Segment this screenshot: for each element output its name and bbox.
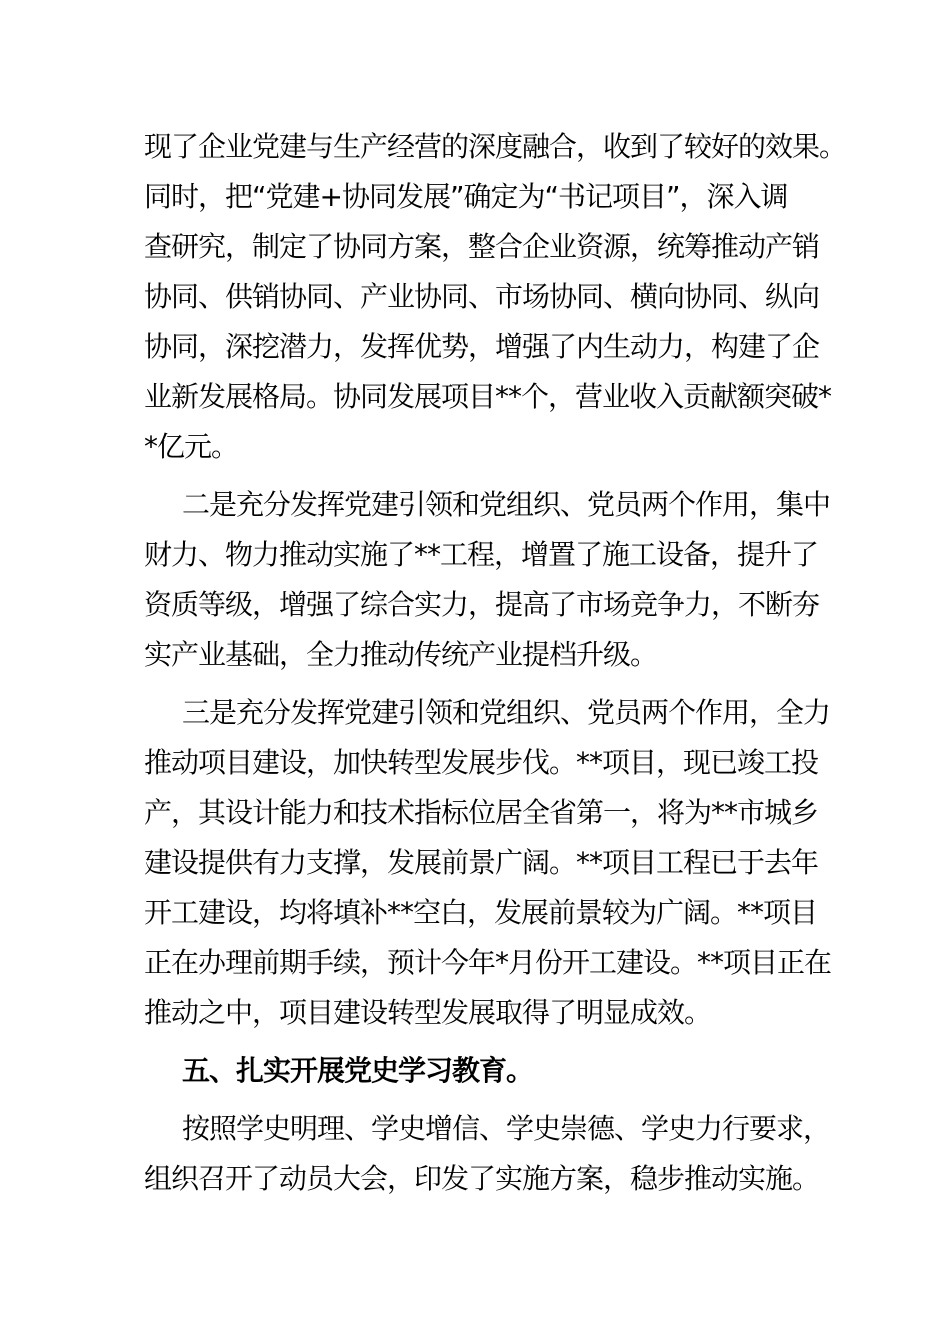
text-line: 财力、物力推动实施了**工程，增置了施工设备，提升了 <box>144 538 819 571</box>
text-line: 同时，把“党建+协同发展”确定为“书记项目”，深入调 <box>144 180 788 213</box>
text-line: 按照学史明理、学史增信、学史崇德、学史力行要求， <box>182 1112 831 1145</box>
text-line: 推动项目建设，加快转型发展步伐。**项目，现已竣工投 <box>144 746 819 779</box>
text-line: 业新发展格局。协同发展项目**个，营业收入贡献额突破* <box>144 380 832 413</box>
document-body <box>144 122 847 1204</box>
text-line: 正在办理前期手续，预计今年*月份开工建设。**项目正在 <box>144 946 832 979</box>
paragraph-gap <box>144 680 806 688</box>
paragraph-gap <box>144 1096 806 1104</box>
text-line: *亿元。 <box>144 430 239 463</box>
text-line: 推动之中，项目建设转型发展取得了明显成效。 <box>144 996 712 1029</box>
text-line: 协同、供销协同、产业协同、市场协同、横向协同、纵向 <box>144 280 820 313</box>
section-heading <box>144 1046 806 1096</box>
text-line: 二是充分发挥党建引领和党组织、党员两个作用，集中 <box>182 488 831 521</box>
text-line: 实产业基础，全力推动传统产业提档升级。 <box>144 638 658 671</box>
text-line: 三是充分发挥党建引领和党组织、党员两个作用，全力 <box>182 696 831 729</box>
paragraph-gap <box>144 472 806 480</box>
text-line: 产，其设计能力和技术指标位居全省第一，将为**市城乡 <box>144 796 819 829</box>
paragraph-2 <box>144 480 831 680</box>
paragraph-5 <box>144 1104 831 1204</box>
text-line: 现了企业党建与生产经营的深度融合，收到了较好的效果。 <box>144 130 847 163</box>
paragraph-3 <box>144 688 832 1038</box>
text-line: 资质等级，增强了综合实力，提高了市场竞争力，不断夯 <box>144 588 820 621</box>
text-line: 建设提供有力支撑，发展前景广阔。**项目工程已于去年 <box>144 846 819 879</box>
text-line: 组织召开了动员大会，印发了实施方案，稳步推动实施。 <box>144 1162 820 1195</box>
paragraph-gap <box>144 1038 806 1046</box>
text-line: 开工建设，均将填补**空白，发展前景较为广阔。**项目 <box>144 896 818 929</box>
paragraph-1 <box>144 122 847 472</box>
section-heading-text: 五、扎实开展党史学习教育。 <box>182 1054 534 1087</box>
text-line: 查研究，制定了协同方案，整合企业资源，统筹推动产销 <box>144 230 820 263</box>
text-line: 协同，深挖潜力，发挥优势，增强了内生动力，构建了企 <box>144 330 820 363</box>
